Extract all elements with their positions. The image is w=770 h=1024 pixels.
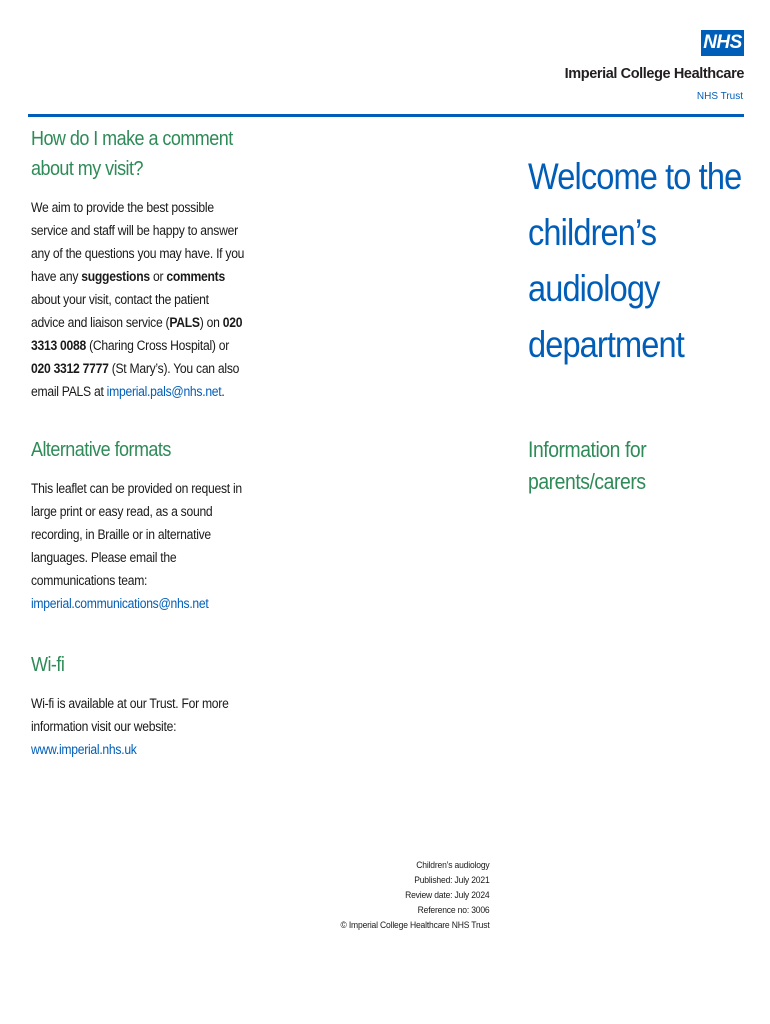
wifi-heading: Wi-fi xyxy=(31,654,65,676)
comments-bold: comments xyxy=(166,269,225,284)
formats-paragraph xyxy=(31,477,249,615)
formats-text: This leaflet can be provided on request in large print or easy read, as a sound recording, in Braille or in alternative languages. Please email the communications team: xyxy=(31,481,242,588)
org-name: Imperial College Healthcare xyxy=(564,66,744,82)
header-divider xyxy=(28,114,744,117)
comment-text-4: (Charing Cross Hospital) or xyxy=(86,338,230,353)
pals-bold: PALS xyxy=(169,315,200,330)
footer-line: Reference no: 3006 xyxy=(418,905,490,916)
comment-heading-line1: How do I make a comment xyxy=(31,128,233,150)
cover-title-line: audiology xyxy=(528,268,660,309)
comment-text-6: . xyxy=(221,384,225,399)
cover-subtitle-line: parents/carers xyxy=(528,469,646,494)
cover-subtitle xyxy=(528,434,646,498)
nhs-logo: NHS xyxy=(701,30,744,56)
phone-st-marys: 020 3312 7777 xyxy=(31,361,109,376)
wifi-text: Wi-fi is available at our Trust. For more information visit our website: xyxy=(31,696,229,734)
communications-email-link[interactable]: imperial.communications@nhs.net xyxy=(31,596,209,611)
comment-text-3: ) on xyxy=(199,315,223,330)
wifi-paragraph xyxy=(31,692,240,761)
cover-title xyxy=(528,149,742,373)
cover-subtitle-line: Information for xyxy=(528,437,647,462)
website-link[interactable]: www.imperial.nhs.uk xyxy=(31,742,137,757)
comment-heading xyxy=(31,124,233,184)
comment-heading-line2: about my visit? xyxy=(31,158,143,180)
footer-line: © Imperial College Healthcare NHS Trust xyxy=(341,920,490,931)
comment-text-2: about your visit, contact the patient advice and liaison service ( xyxy=(31,292,209,330)
cover-title-line: children’s xyxy=(528,212,657,253)
footer-line: Published: July 2021 xyxy=(414,875,490,886)
comment-text-1: We aim to provide the best possible service and staff will be happy to answer any of the questions you may have. If you have any xyxy=(31,200,245,284)
cover-title-line: department xyxy=(528,324,684,365)
org-trust: NHS Trust xyxy=(696,91,743,102)
phone-charing-cross: 020 3313 0088 xyxy=(31,315,243,353)
suggestions-bold: suggestions xyxy=(81,269,150,284)
comment-text-5: (St Mary’s). You can also email PALS at xyxy=(31,361,240,399)
cover-title-line: Welcome to the xyxy=(528,156,742,197)
publication-info xyxy=(341,858,490,933)
comment-text-or: or xyxy=(149,269,167,284)
footer-line: Children’s audiology xyxy=(416,860,490,871)
pals-email-link[interactable]: imperial.pals@nhs.net xyxy=(106,384,222,399)
formats-heading: Alternative formats xyxy=(31,439,171,461)
comment-paragraph xyxy=(31,196,245,403)
footer-line: Review date: July 2024 xyxy=(405,890,490,901)
